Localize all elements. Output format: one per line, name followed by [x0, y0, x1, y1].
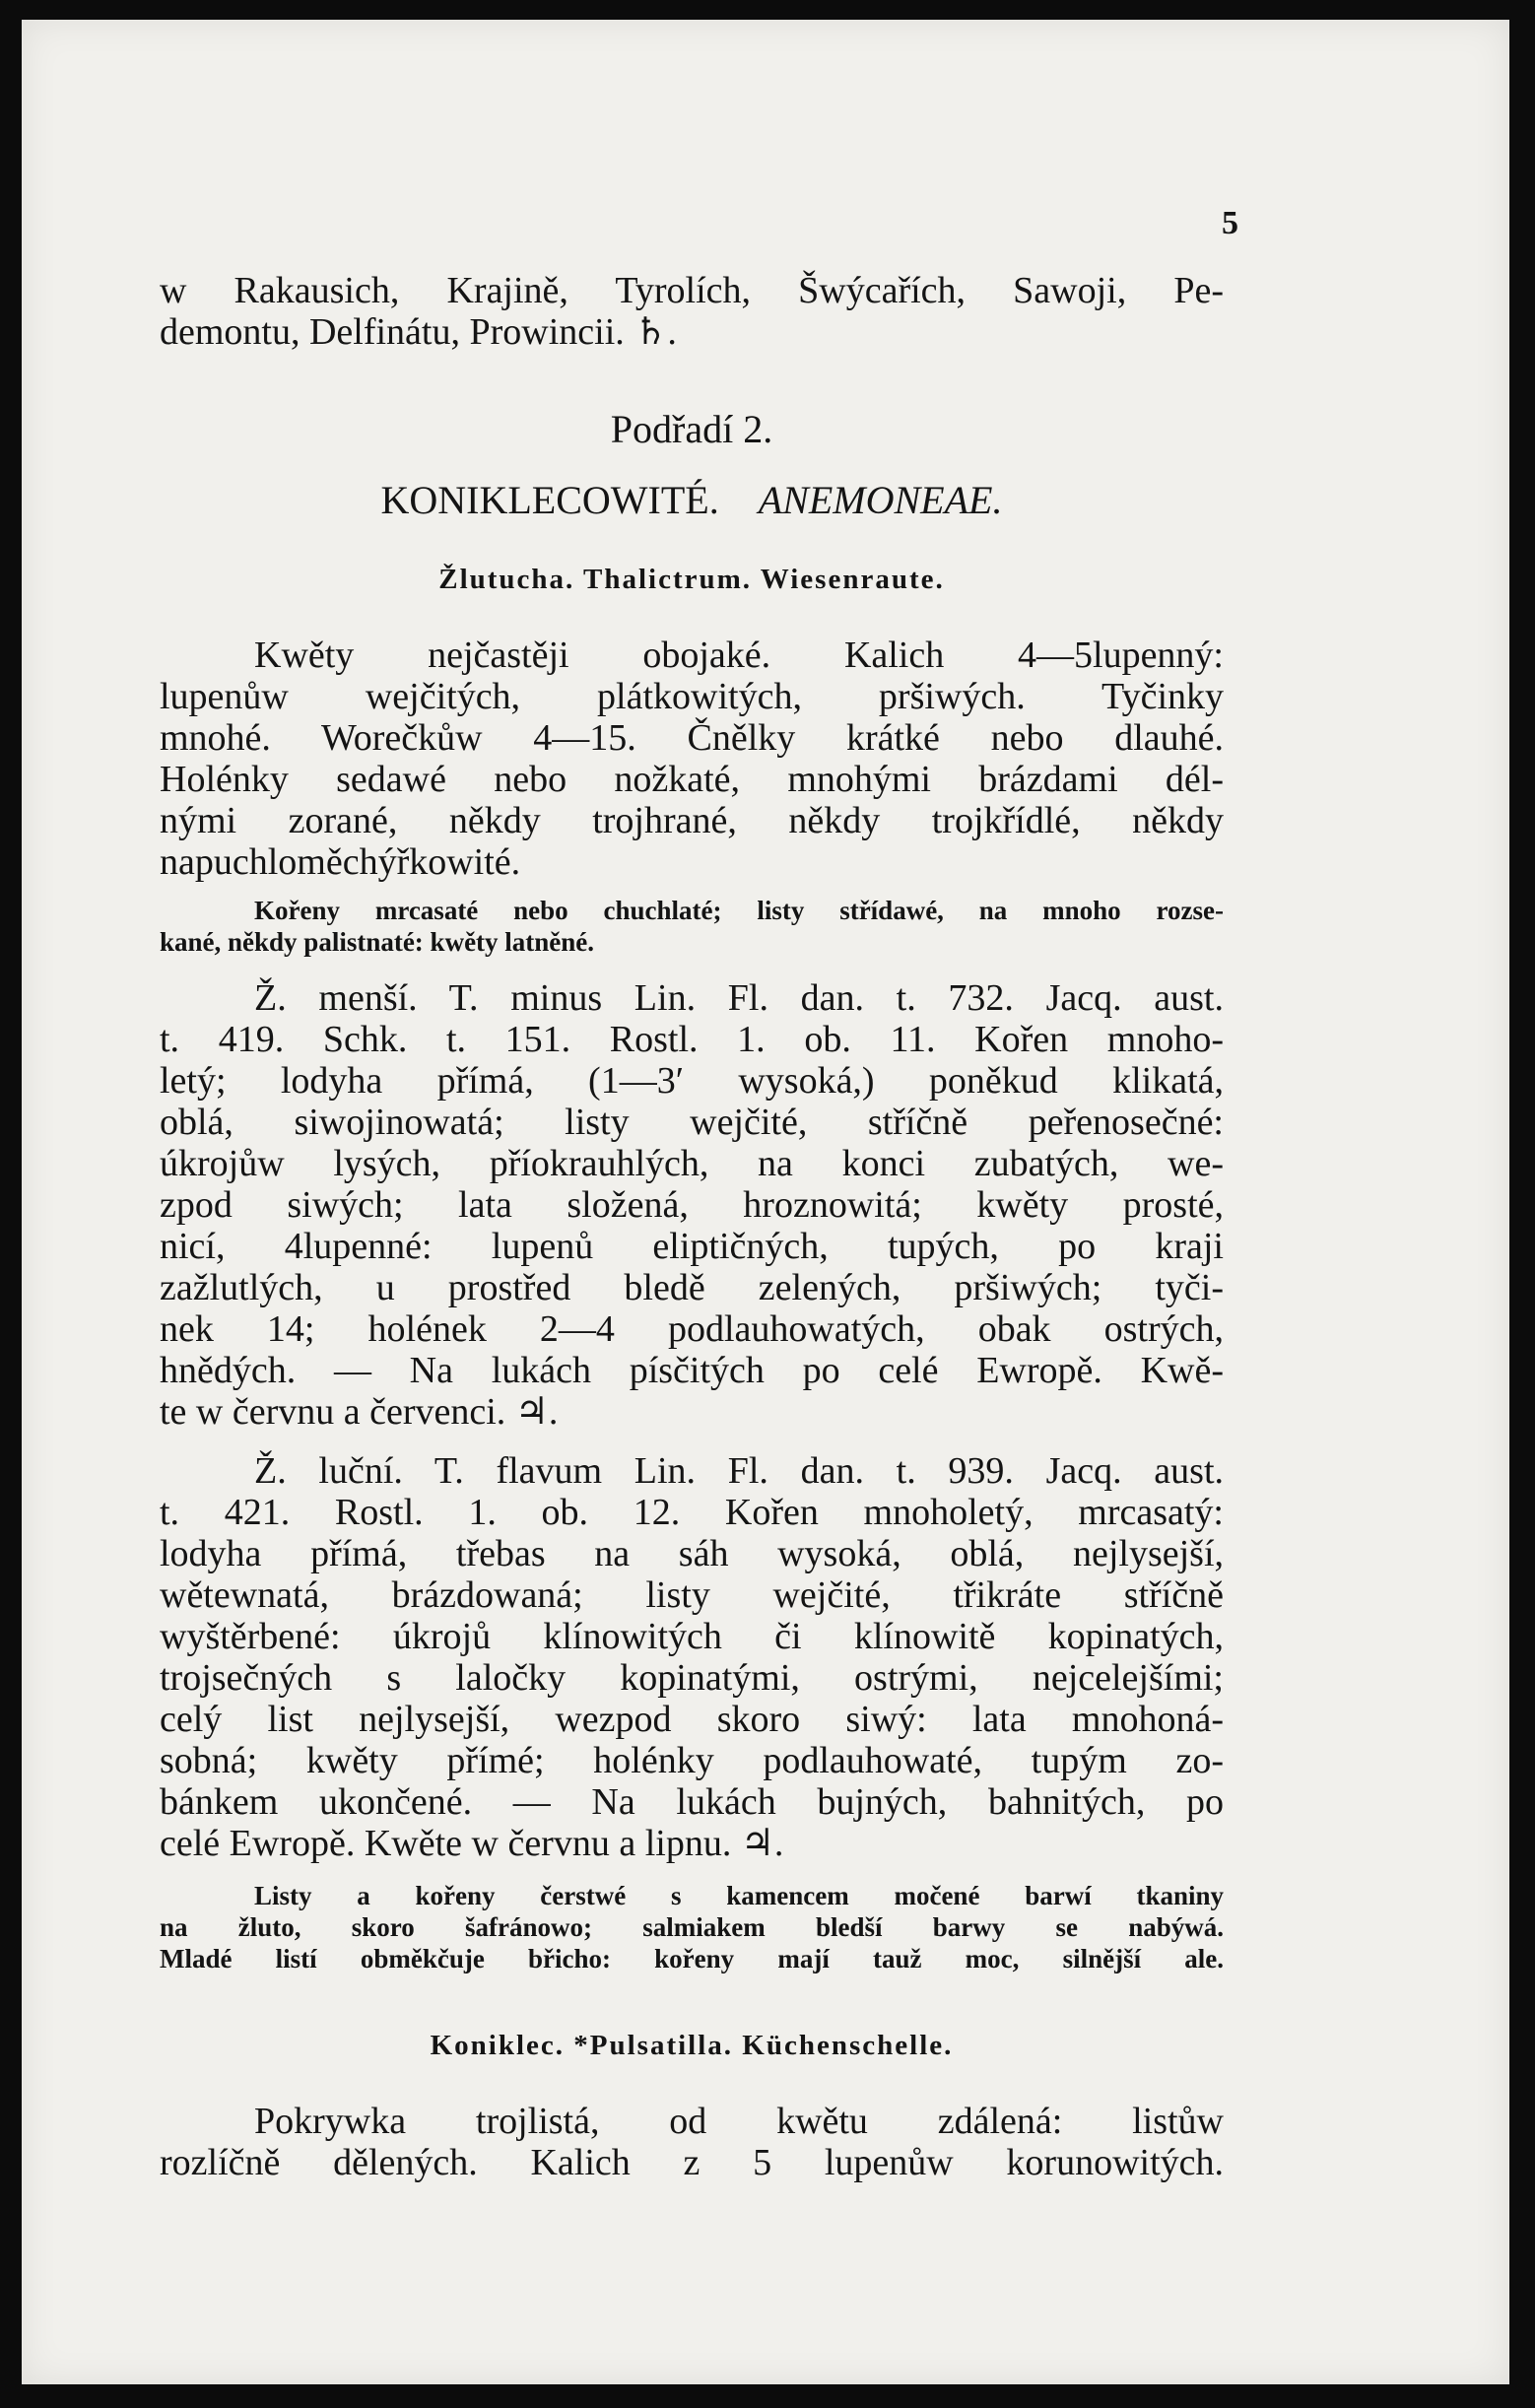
page-number: 5 — [1222, 205, 1238, 241]
text-line: hnědých. — Na lukách písčitých po celé Ewropě. Kwě- — [160, 1350, 1224, 1391]
text-line: Ž. luční. T. flavum Lin. Fl. dan. t. 939. Jacq. aust. — [254, 1450, 1224, 1492]
text-line: wyštěrbené: úkrojů klínowitých či klínowitě kopinatých, — [160, 1616, 1224, 1657]
text-line: te w červnu a červenci. ♃. — [160, 1391, 559, 1433]
genus-description — [160, 2101, 1224, 2183]
text-line: demontu, Delfinátu, Prowincii. ♄. — [160, 311, 677, 353]
species-thalictrum-flavum — [160, 1450, 1224, 1864]
book-page — [22, 20, 1509, 2384]
text-line: kané, někdy palistnaté: kwěty latněné. — [160, 927, 595, 957]
genus-heading-thalictrum: Žlutucha. Thalictrum. Wiesenraute. — [438, 564, 945, 595]
text-line: Listy a kořeny čerstwé s kamencem močené barwí tkaniny — [254, 1881, 1224, 1910]
text-line: letý; lodyha přímá, (1—3′ wysoká,) poněkud klikatá, — [160, 1060, 1224, 1102]
text-line: w Rakausich, Krajině, Tyrolích, Šwýcařích, Sawoji, Pe- — [160, 270, 1224, 311]
text-line: bánkem ukončené. — Na lukách bujných, bahnitých, po — [160, 1781, 1224, 1823]
text-line: trojsečných s laločky kopinatými, ostrými, nejcelejšími; — [160, 1657, 1224, 1699]
text-line: napuchloměchýřkowité. — [160, 841, 521, 883]
text-line: zpod siwých; lata složená, hroznowitá; kwěty prosté, — [160, 1184, 1224, 1226]
genus-heading-pulsatilla: Koniklec. *Pulsatilla. Küchenschelle. — [430, 2030, 954, 2061]
text-line: Kwěty nejčastěji obojaké. Kalich 4—5lupenný: — [254, 635, 1224, 676]
continued-text — [160, 270, 1224, 353]
text-line: na žluto, skoro šafránowo; salmiakem bledší barwy se nabýwá. — [160, 1912, 1224, 1942]
text-line: Ž. menší. T. minus Lin. Fl. dan. t. 732. Jacq. aust. — [254, 977, 1224, 1019]
species-thalictrum-minus — [160, 977, 1224, 1433]
family-latin: ANEMONEAE. — [758, 478, 1003, 522]
text-line: t. 421. Rostl. 1. ob. 12. Kořen mnoholetý, mrcasatý: — [160, 1492, 1224, 1533]
text-line: t. 419. Schk. t. 151. Rostl. 1. ob. 11. Kořen mnoho- — [160, 1019, 1224, 1060]
text-line: celé Ewropě. Kwěte w červnu a lipnu. ♃. — [160, 1823, 784, 1864]
family-czech: KONIKLECOWITÉ. — [380, 478, 719, 522]
text-line: oblá, siwojinowatá; listy wejčité, stříčně peřenosečné: — [160, 1102, 1224, 1143]
text-line: celý list nejlysejší, wezpod skoro siwý: lata mnohoná- — [160, 1699, 1224, 1740]
text-line: Kořeny mrcasaté nebo chuchlaté; listy střídawé, na mnoho rozse- — [254, 896, 1224, 925]
family-heading — [160, 477, 1224, 523]
genus-note — [160, 895, 1224, 958]
text-line: wětewnatá, brázdowaná; listy wejčité, třikráte stříčně — [160, 1574, 1224, 1616]
text-line: nými zorané, někdy trojhrané, někdy trojkřídlé, někdy — [160, 800, 1224, 841]
text-line: nicí, 4lupenné: lupenů eliptičných, tupých, po kraji — [160, 1226, 1224, 1267]
text-line: lupenůw wejčitých, plátkowitých, pršiwých. Tyčinky — [160, 676, 1224, 717]
genus-description — [160, 635, 1224, 883]
text-line: Mladé listí obměkčuje břicho: kořeny mají tauž moc, silnější ale. — [160, 1944, 1224, 1973]
text-line: nek 14; holének 2—4 podlauhowatých, obak ostrých, — [160, 1308, 1224, 1350]
species-note — [160, 1880, 1224, 1974]
text-line: Pokrywka trojlistá, od kwětu zdálená: listůw — [254, 2101, 1224, 2142]
text-line: mnohé. Worečkůw 4—15. Čnělky krátké nebo dlauhé. — [160, 717, 1224, 759]
text-line: Holénky sedawé nebo nožkaté, mnohými brázdami dél- — [160, 759, 1224, 800]
subsection-heading: Podřadí 2. — [610, 407, 773, 451]
text-line: sobná; kwěty přímé; holénky podlauhowaté, tupým zo- — [160, 1740, 1224, 1781]
text-line: lodyha přímá, třebas na sáh wysoká, oblá, nejlysejší, — [160, 1533, 1224, 1574]
text-line: zažlutlých, u prostřed bledě zelených, pršiwých; tyči- — [160, 1267, 1224, 1308]
text-line: úkrojůw lysých, příokrauhlých, na konci zubatých, we- — [160, 1143, 1224, 1184]
text-line: rozlíčně dělených. Kalich z 5 lupenůw korunowitých. — [160, 2142, 1224, 2183]
